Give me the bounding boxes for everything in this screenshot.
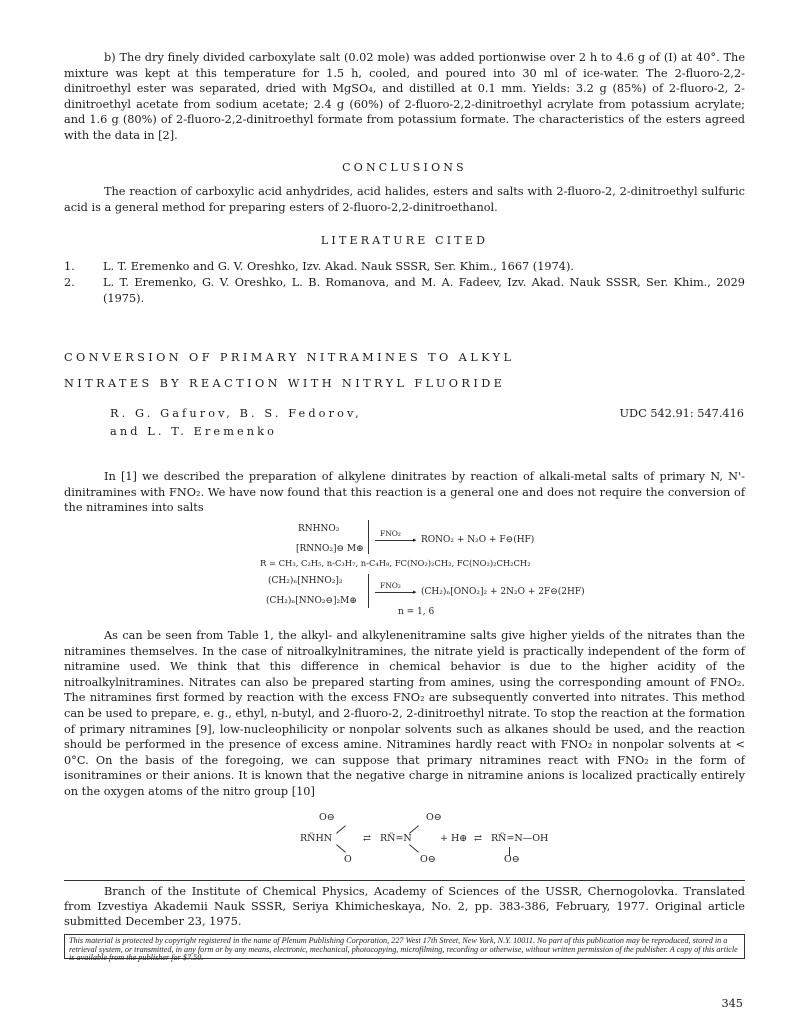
oxygen-anion-label: O⊖ (420, 854, 436, 865)
article-title-line-2: NITRATES BY REACTION WITH NITRYL FLUORIDE (64, 377, 506, 390)
scheme-reactant-disalt: (CH₂)ₙ[NNO₂⊖]₂M⊕ (266, 596, 357, 606)
scheme-bracket (368, 520, 369, 554)
reaction-scheme-2 (0, 812, 807, 870)
isonitramine-anion-structure: RN̈=N (380, 833, 412, 844)
reference-text: L. T. Eremenko, G. V. Oreshko, L. B. Romanova, and M. A. Fadeev, Izv. Akad. Nauk SSSR, Ser. Khim., 2029 (1975). (103, 276, 745, 305)
reference-text: L. T. Eremenko and G. V. Oreshko, Izv. Akad. Nauk SSSR, Ser. Khim., 1667 (1974). (103, 260, 574, 273)
conclusions-heading: CONCLUSIONS (342, 161, 467, 174)
udc-code: UDC 542.91: 547.416 (619, 407, 744, 420)
scheme-reagent: FNO₂ (380, 529, 401, 538)
authors-line-1: R. G. Gafurov, B. S. Fedorov, (110, 407, 362, 420)
scheme-products: RONO₂ + N₂O + F⊖(HF) (421, 535, 535, 545)
scheme-reactant-dinitramine: (CH₂)ₙ[NHNO₂]₂ (268, 576, 343, 586)
reaction-scheme-1 (0, 520, 807, 618)
article-title-line-1: CONVERSION OF PRIMARY NITRAMINES TO ALKYL (64, 351, 515, 364)
bond-line (409, 825, 419, 833)
scheme-n-definition: n = 1, 6 (398, 607, 435, 617)
intro-paragraph: In [1] we described the preparation of alkylene dinitrates by reaction of alkali-metal salts of primary N, N'-dinitramines with FNO₂. We have now found that this reaction is a general one and does not require the conversion of the nitramines into salts (64, 470, 745, 515)
isonitramine-structure: RN̈=N—OH (491, 833, 549, 844)
copyright-notice: This material is protected by copyright registered in the name of Plenum Publishing Corporation, 227 West 17th Street, New York, N.Y. 10011. No part of this publication may be reproduced, stored in a retrieval system, or transmitted, in any form or by any means, electronic, mechanical, photocopying, microfilming, recording or otherwise, without written permission of the publisher. A copy of this article is available from the publisher for $7.50. (64, 934, 745, 959)
scheme-r-definition: R = CH₃, C₂H₅, n-C₃H₇, n-C₄H₉, FC(NO₂)₂CH₂, FC(NO₂)₂CH₂CH₂ (260, 558, 531, 568)
scheme-reactant-salt: [RNNO₂]⊖ M⊕ (296, 544, 364, 554)
reference-number: 1. (64, 260, 75, 273)
scheme-bracket (368, 574, 369, 608)
oxygen-anion-label: O⊖ (319, 812, 335, 823)
authors-line-2: and L. T. Eremenko (110, 425, 278, 438)
proton-label: + H⊕ (440, 833, 468, 844)
nitramine-structure: RN̈HN (300, 833, 333, 844)
equilibrium-arrow: ⇄ (363, 833, 371, 844)
scheme-reactant-nitramine: RNHNO₂ (298, 524, 340, 534)
bond-line (336, 844, 346, 852)
scheme-products: (CH₂)ₙ[ONO₂]₂ + 2N₂O + 2F⊖(2HF) (421, 587, 585, 597)
reference-item (64, 259, 745, 275)
experimental-paragraph-b: b) The dry finely divided carboxylate salt (0.02 mole) was added portionwise over 2 h to 4.6 g of (I) at 40°. The mixture was kept at this temperature for 1.5 h, cooled, and poured into 30 ml of ice-water. The 2-fluoro-2,2-dinitroethyl ester was separated, dried with MgSO₄, and distilled at 0.1 mm. Yields: 3.2 g (85%) of 2-fluoro-2, 2-dinitroethyl acetate from sodium acetate; 2.4 g (60%) of 2-fluoro-2,2-dinitroethyl acrylate from potassium acrylate; and 1.6 g (80%) of 2-fluoro-2,2-dinitroethyl formate from potassium formate. The characteristics of the esters agreed with the data in [2]. (64, 51, 745, 142)
oxygen-anion-label: O⊖ (504, 854, 520, 865)
page-number: 345 (721, 997, 743, 1010)
oxygen-label: O (344, 854, 352, 865)
oxygen-anion-label: O⊖ (426, 812, 442, 823)
arrow-head-icon: ▸ (413, 536, 417, 544)
bond-line (336, 825, 346, 833)
scheme-reagent: FNO₂ (380, 581, 401, 590)
equilibrium-arrow: ⇄ (474, 833, 482, 844)
reaction-arrow (375, 592, 415, 593)
literature-cited-heading: LITERATURE CITED (320, 234, 489, 247)
affiliation-footnote: Branch of the Institute of Chemical Physics, Academy of Sciences of the USSR, Chernogolovka. Translated from Izvestiya Akademii Nauk SSSR, Seriya Khimicheskaya, No. 2, pp. 383-386, February, 1977. Original article submitted December 23, 1975. (64, 885, 745, 929)
reference-item (64, 275, 745, 307)
footnote-divider (64, 880, 745, 881)
reaction-arrow (375, 540, 415, 541)
bond-line (409, 844, 419, 852)
reference-number: 2. (64, 276, 75, 289)
conclusions-text: The reaction of carboxylic acid anhydrides, acid halides, esters and salts with 2-fluoro-2, 2-dinitroethyl sulfuric acid is a general method for preparing esters of 2-fluoro-2,2-dinitroethanol. (64, 185, 745, 214)
discussion-paragraph: As can be seen from Table 1, the alkyl- and alkylenenitramine salts give higher yields of the nitrates than the nitramines themselves. In the case of nitroalkylnitramines, the nitrate yield is practically independent of the form of nitramine used. We think that this difference in chemical behavior is due to the higher acidity of the nitroalkylnitramines. Nitrates can also be prepared starting from amines, using the corresponding amount of FNO₂. The nitramines first formed by reaction with the excess FNO₂ are subsequently converted into nitrates. This method can be used to prepare, e. g., ethyl, n-butyl, and 2-fluoro-2, 2-dinitroethyl nitrate. To stop the reaction at the formation of primary nitramines [9], low-nucleophilicity or nonpolar solvents such as alkanes should be used, and the reaction should be performed in the presence of excess amine. Nitramines hardly react with FNO₂ in nonpolar solvents at < 0°C. On the basis of the foregoing, we can suppose that primary nitramines react with FNO₂ in the form of isonitramines or their anions. It is known that the negative charge in nitramine anions is localized practically entirely on the oxygen atoms of the nitro group [10] (64, 629, 745, 798)
arrow-head-icon: ▸ (413, 588, 417, 596)
